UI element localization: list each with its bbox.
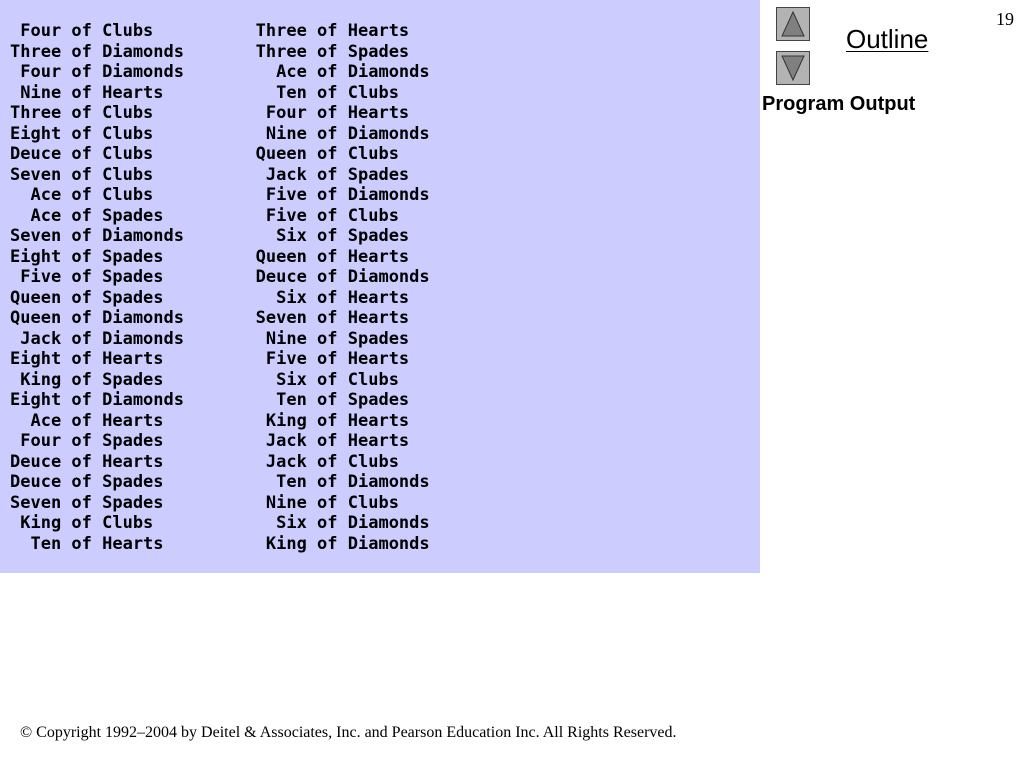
output-line	[10, 329, 409, 349]
output-line	[10, 103, 409, 123]
output-line-left: Ace of Hearts	[10, 410, 256, 431]
output-line-left: Queen of Diamonds	[10, 308, 256, 328]
output-line-right: King of Diamonds	[255, 533, 430, 554]
output-line-left: Jack of Diamonds	[10, 328, 256, 349]
output-line-right: Four of Hearts	[255, 103, 410, 123]
output-line-right: Nine of Clubs	[255, 492, 399, 513]
output-line-left: Four of Spades	[10, 431, 256, 451]
output-line	[10, 370, 399, 390]
output-line	[10, 247, 409, 267]
output-line-right: Jack of Spades	[255, 164, 410, 185]
output-line-left: Seven of Spades	[10, 492, 256, 513]
output-line	[10, 62, 430, 82]
next-slide-button[interactable]	[776, 51, 810, 85]
copyright-notice: © Copyright 1992–2004 by Deitel & Associates, Inc. and Pearson Education Inc. All Rights Reserved.	[20, 724, 677, 741]
output-line	[10, 165, 409, 185]
output-line	[10, 472, 430, 492]
output-line-left: Three of Diamonds	[10, 41, 256, 62]
output-line-right: Five of Clubs	[255, 205, 399, 226]
output-line-right: Seven of Hearts	[255, 308, 410, 328]
output-line-left: Eight of Clubs	[10, 123, 256, 144]
output-line-right: Three of Spades	[255, 41, 410, 62]
output-line	[10, 124, 430, 144]
program-output-text	[10, 21, 430, 554]
output-line-right: Ten of Diamonds	[255, 472, 430, 492]
outline-link[interactable]: Outline	[846, 24, 929, 54]
output-line	[10, 144, 399, 164]
output-line-left: Eight of Hearts	[10, 349, 256, 369]
output-line	[10, 308, 409, 328]
output-line-right: Queen of Clubs	[255, 144, 399, 164]
output-line-left: Ten of Hearts	[10, 533, 256, 554]
output-line	[10, 226, 409, 246]
output-line-left: Seven of Diamonds	[10, 226, 256, 246]
output-line	[10, 411, 409, 431]
previous-slide-button[interactable]	[776, 7, 810, 41]
triangle-down-icon	[780, 54, 806, 82]
output-line	[10, 513, 430, 533]
output-line-left: Seven of Clubs	[10, 164, 256, 185]
output-line	[10, 534, 430, 554]
output-line-right: Six of Spades	[255, 226, 410, 246]
output-line-left: Eight of Diamonds	[10, 390, 256, 410]
output-line-left: King of Spades	[10, 369, 256, 390]
output-line-right: Jack of Clubs	[255, 451, 399, 472]
output-line-right: King of Hearts	[255, 410, 410, 431]
output-line-right: Ten of Clubs	[255, 82, 399, 103]
output-line	[10, 493, 399, 513]
output-line	[10, 206, 399, 226]
output-line-left: Deuce of Clubs	[10, 144, 256, 164]
output-line	[10, 185, 430, 205]
output-line	[10, 349, 409, 369]
output-line-left: Deuce of Spades	[10, 472, 256, 492]
output-line-left: Deuce of Hearts	[10, 451, 256, 472]
output-line-right: Ten of Spades	[255, 390, 410, 410]
output-line	[10, 21, 409, 41]
section-label: Program Output	[762, 93, 916, 115]
output-line	[10, 390, 409, 410]
output-line-left: Queen of Spades	[10, 287, 256, 308]
output-line-left: Nine of Hearts	[10, 82, 256, 103]
triangle-up-icon	[780, 10, 806, 38]
output-line-right: Jack of Hearts	[255, 431, 410, 451]
output-line-right: Nine of Diamonds	[255, 123, 430, 144]
output-line	[10, 452, 399, 472]
output-line	[10, 83, 399, 103]
output-line	[10, 431, 409, 451]
slide-number: 19	[996, 9, 1014, 29]
output-line	[10, 288, 409, 308]
output-line-right: Five of Diamonds	[255, 185, 430, 205]
output-line-left: Four of Diamonds	[10, 62, 256, 82]
output-line-right: Ace of Diamonds	[255, 62, 430, 82]
output-line-right: Five of Hearts	[255, 349, 410, 369]
output-line-left: Four of Clubs	[10, 21, 256, 41]
output-line-right: Six of Clubs	[255, 369, 399, 390]
output-line	[10, 42, 409, 62]
output-line-left: Eight of Spades	[10, 246, 256, 267]
output-line-right: Deuce of Diamonds	[255, 267, 430, 287]
output-line-left: Three of Clubs	[10, 103, 256, 123]
output-line-left: King of Clubs	[10, 513, 256, 533]
output-line	[10, 267, 430, 287]
output-line-left: Five of Spades	[10, 267, 256, 287]
output-line-right: Nine of Spades	[255, 328, 410, 349]
output-line-right: Three of Hearts	[255, 21, 410, 41]
output-line-right: Queen of Hearts	[255, 246, 410, 267]
output-line-right: Six of Hearts	[255, 287, 410, 308]
output-line-left: Ace of Spades	[10, 205, 256, 226]
output-line-left: Ace of Clubs	[10, 185, 256, 205]
output-line-right: Six of Diamonds	[255, 513, 430, 533]
